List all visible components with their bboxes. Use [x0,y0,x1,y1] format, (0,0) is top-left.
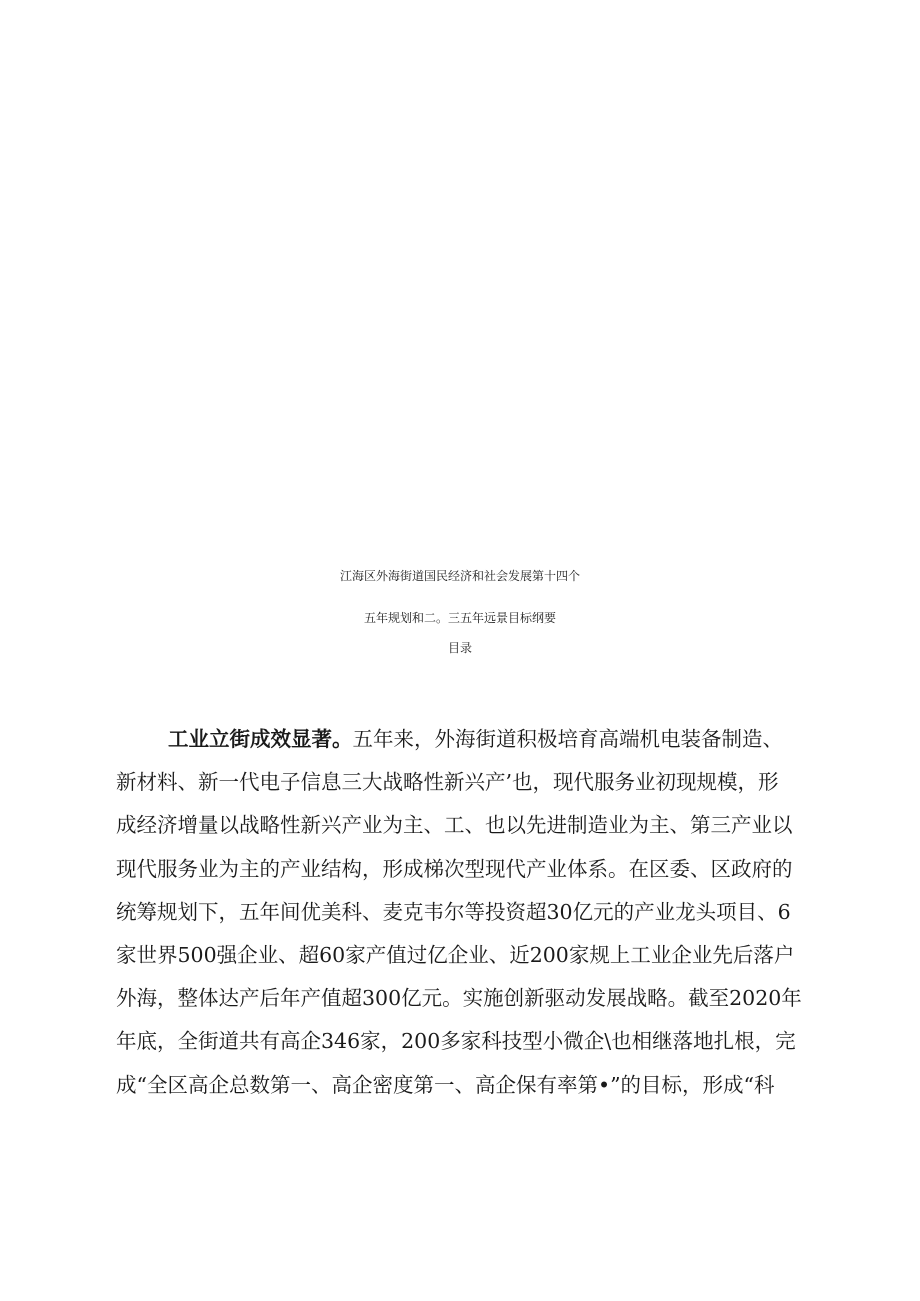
paragraph-line-2: 新材料、新一代电子信息三大战略性新兴产’也，现代服务业初现规模，形 [116,770,779,795]
paragraph-line-9: 成“全区高企总数第一、高企密度第一、高企保有率第•”的目标，形成“科 [116,1072,775,1097]
paragraph-line-1-text: 五年来，外海街道积极培育高端机电装备制造、 [352,727,783,751]
document-title-line-1: 江海区外海街道国民经济和社会发展第十四个 [339,569,580,583]
document-title-line-2: 五年规划和二。三五年远景目标纲要 [363,611,556,625]
paragraph-lead: 工业立街成效显著。 [168,727,353,751]
paragraph-line-4: 现代服务业为主的产业结构，形成梯次型现代产业体系。在区委、区政府的 [116,856,793,881]
paragraph-line-7: 外海，整体达产后年产值超300亿元。实施创新驱动发展战略。截至2020年 [116,986,802,1011]
paragraph-line-1 [116,718,828,761]
document-header [0,555,920,657]
body-paragraph [116,718,828,1107]
paragraph-line-8: 年底，全街道共有高企346家，200多家科技型小微企\也相继落地扎根，完 [116,1029,796,1054]
toc-label: 目录 [447,641,472,655]
paragraph-line-6: 家世界500强企业、超60家产值过亿企业、近200家规上工业企业先后落户 [116,942,795,967]
paragraph-line-5: 统筹规划下，五年间优美科、麦克韦尔等投资超30亿元的产业龙头项目、6 [116,899,791,924]
paragraph-line-3: 成经济增量以战略性新兴产业为主、工、也以先进制造业为主、第三产业以 [116,813,793,838]
